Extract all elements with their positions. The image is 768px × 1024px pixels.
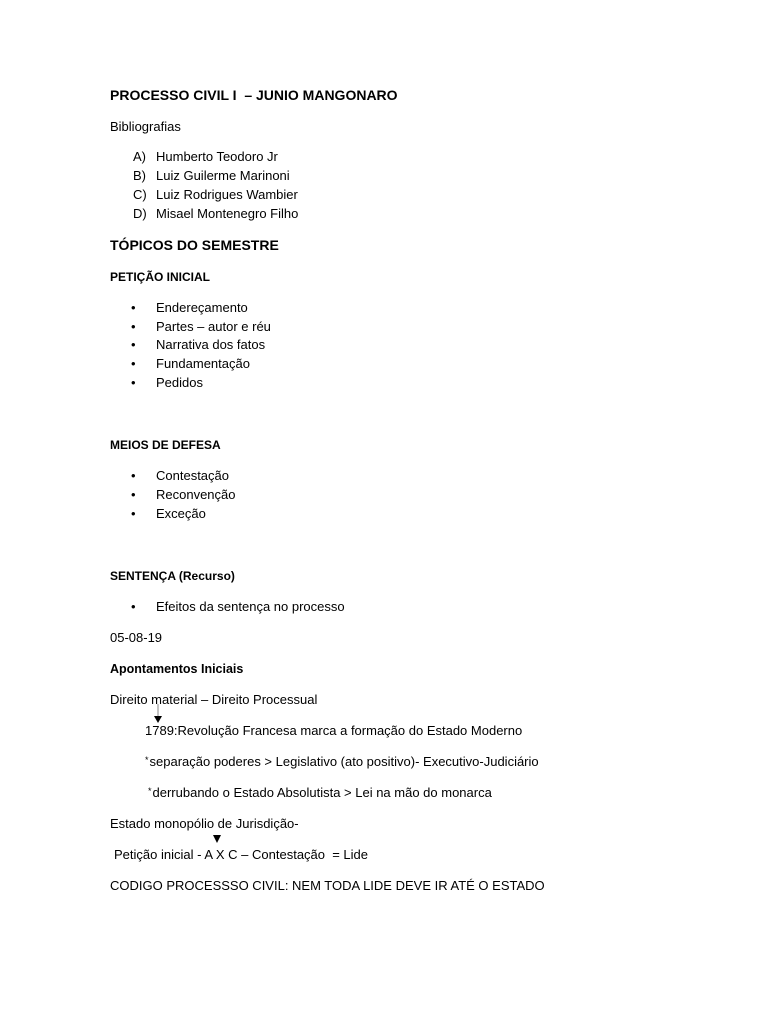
bullet-icon: • [131, 375, 136, 390]
list-item: Exceção [156, 506, 206, 521]
asterisk-marker: * [145, 755, 149, 765]
bullet-icon: • [131, 487, 136, 502]
list-item: Endereçamento [156, 300, 248, 315]
list-item: Reconvenção [156, 487, 236, 502]
document-title: PROCESSO CIVIL I – JUNIO MANGONARO [110, 87, 398, 103]
bullet-icon: • [131, 356, 136, 371]
list-marker: B) [133, 168, 146, 183]
down-arrow-icon [212, 834, 222, 844]
note-line-text: derrubando o Estado Absolutista > Lei na mão do monarca [152, 785, 492, 800]
section-heading: SENTENÇA (Recurso) [110, 569, 235, 583]
bullet-icon: • [131, 337, 136, 352]
note-line: CODIGO PROCESSSO CIVIL: NEM TODA LIDE DEVE IR ATÉ O ESTADO [110, 878, 545, 893]
bullet-icon: • [131, 599, 136, 614]
bibliography-item: Misael Montenegro Filho [156, 206, 299, 221]
down-arrow-icon [152, 704, 164, 724]
bibliography-heading: Bibliografias [110, 119, 181, 134]
list-item: Efeitos da sentença no processo [156, 599, 345, 614]
list-item: Contestação [156, 468, 229, 483]
list-marker: D) [133, 206, 147, 221]
section-heading: MEIOS DE DEFESA [110, 438, 221, 452]
bibliography-item: Luiz Guilerme Marinoni [156, 168, 290, 183]
note-line: Estado monopólio de Jurisdição- [110, 816, 299, 831]
asterisk-marker: * [148, 786, 152, 796]
bibliography-item: Luiz Rodrigues Wambier [156, 187, 298, 202]
list-marker: A) [133, 149, 146, 164]
bibliography-item: Humberto Teodoro Jr [156, 149, 278, 164]
list-marker: C) [133, 187, 147, 202]
list-item: Pedidos [156, 375, 203, 390]
note-line: Direito material – Direito Processual [110, 692, 318, 707]
note-line: 1789:Revolução Francesa marca a formação do Estado Moderno [145, 723, 523, 738]
note-line [145, 754, 539, 771]
list-item: Fundamentação [156, 356, 250, 371]
note-date: 05-08-19 [110, 630, 163, 645]
bullet-icon: • [131, 300, 136, 315]
list-item: Narrativa dos fatos [156, 337, 266, 352]
note-line-text: separação poderes > Legislativo (ato positivo)- Executivo-Judiciário [149, 754, 539, 769]
bullet-icon: • [131, 319, 136, 334]
note-line [148, 785, 492, 802]
bullet-icon: • [131, 468, 136, 483]
section-heading: PETIÇÃO INICIAL [110, 270, 211, 284]
topics-heading: TÓPICOS DO SEMESTRE [110, 237, 279, 253]
bullet-icon: • [131, 506, 136, 521]
notes-heading: Apontamentos Iniciais [110, 662, 244, 676]
note-line: Petição inicial - A X C – Contestação = Lide [114, 847, 369, 862]
list-item: Partes – autor e réu [156, 319, 271, 334]
